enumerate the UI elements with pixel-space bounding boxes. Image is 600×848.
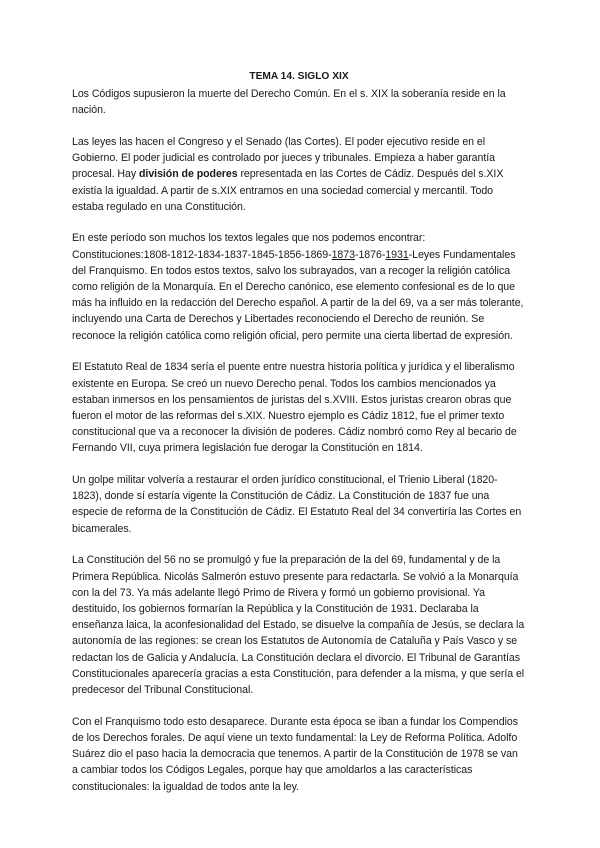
paragraph-intro — [72, 86, 526, 118]
document-title: TEMA 14. SIGLO XIX — [249, 71, 349, 82]
underlined-year-1931: 1931 — [385, 248, 409, 261]
underlined-year-1873: 1873 — [331, 248, 355, 261]
paragraph-trienio-liberal-text: Un golpe militar volvería a restaurar el orden jurídico constitucional, el Trienio Liberal (1820-1823), donde sí estaría vigente la Constitución de Cádiz. La Constitución de 1837 fue una especie de reforma de la Constitución de Cádiz. El Estatuto Real del 34 convertiría las Cortes en bicamerales. — [72, 474, 522, 535]
paragraph-powers — [72, 134, 526, 215]
paragraph-constitutions-text-a: En este período son muchos los textos legales que nos podemos encontrar: Constituciones:1808-1812-1834-1837-1845-1856-1869- — [72, 232, 426, 261]
paragraph-powers-text-a: Las leyes las hacen el Congreso y el Senado (las Cortes). El poder ejecutivo reside en el Gobierno. El poder judicial es controlado por jueces y tribunales. Empieza a haber garantía procesal. Hay — [72, 135, 495, 181]
paragraph-estatuto-real — [72, 359, 526, 456]
paragraph-constitutions — [72, 230, 526, 343]
paragraph-trienio-liberal — [72, 472, 526, 537]
paragraph-intro-text: Los Códigos supusieron la muerte del Derecho Común. En el s. XIX la soberanía reside en la nación. — [72, 88, 506, 117]
paragraph-franquismo-text: Con el Franquismo todo esto desaparece. Durante esta época se iban a fundar los Compendios de los Derechos forales. De aquí viene un texto fundamental: la Ley de Reforma Política. Adolfo Suárez dio el paso hacia la democracia que tenemos. A partir de la Constitución de 1978 se van a cambiar todos los Códigos Legales, porque hay que amoldarlos a las características constitucionales: la igualdad de todos ante la ley. — [72, 715, 519, 793]
paragraph-constitution-56-text: La Constitución del 56 no se promulgó y fue la preparación de la del 69, fundamental y de la Primera República. Nicolás Salmerón estuvo presente para redactarla. Se volvió a la Monarquía con la del 73. Ya más adelante llegó Primo de Rivera y formó un gobierno provisional. Ya destituido, los gobiernos formarían la República y la Constitución de 1931. Declaraba la enseñanza laica, la aconfesionalidad del Estado, se disuelve la compañía de Jesús, se declara la autonomía de las regiones: se crean los Estatutos de Autonomía de Cataluña y País Vasco y se redactan los de Galicia y Andalucía. La Constitución declara el divorcio. El Tribunal de Garantías Constitucionales aparecería gracias a esta Constitución, para defender a la misma, y que sería el predecesor del Tribunal Constitucional. — [72, 554, 525, 696]
paragraph-constitutions-text-b: -1876- — [354, 248, 386, 261]
paragraph-constitution-56 — [72, 552, 526, 698]
paragraph-constitutions-text-c: -Leyes Fundamentales del Franquismo. En todos estos textos, salvo los subrayados, van a recoger la religión católica como religión de la Monarquía. En el Derecho canónico, ese elemento confesional es de lo que más ha influido en la redacción del Derecho español. A partir de la del 69, va a ser más tolerante, incluyendo una Carta de Derechos y Libertades reconociendo el Derecho de reunión. Se reconoce la religión católica como religión oficial, pero permite una cierta libertad de expresión. — [72, 248, 524, 342]
division-de-poderes-bold: división de poderes — [139, 168, 238, 181]
paragraph-franquismo — [72, 714, 526, 795]
paragraph-powers-text-b: representada en las Cortes de Cádiz. Después del s.XIX existía la igualdad. A partir de s.XIX entramos en una sociedad comercial y mercantil. Todo estaba regulado en una Constitución. — [72, 168, 504, 213]
paragraph-estatuto-real-text: El Estatuto Real de 1834 sería el puente entre nuestra historia política y jurídica y el liberalismo existente en Europa. Se creó un nuevo Derecho penal. Todos los cambios mencionados ya estaban inmersos en los pensamientos de juristas del s.XVIII. Estos juristas crearon obras que fueron el motor de las reformas del s.XIX. Nuestro ejemplo es Cádiz 1812, fue el primer texto constitucional que va a reconocer la división de poderes. Cádiz nombró como Rey al becario de Fernando VII, cuya primera legislación fue derogar la Constitución en 1814. — [72, 361, 517, 455]
